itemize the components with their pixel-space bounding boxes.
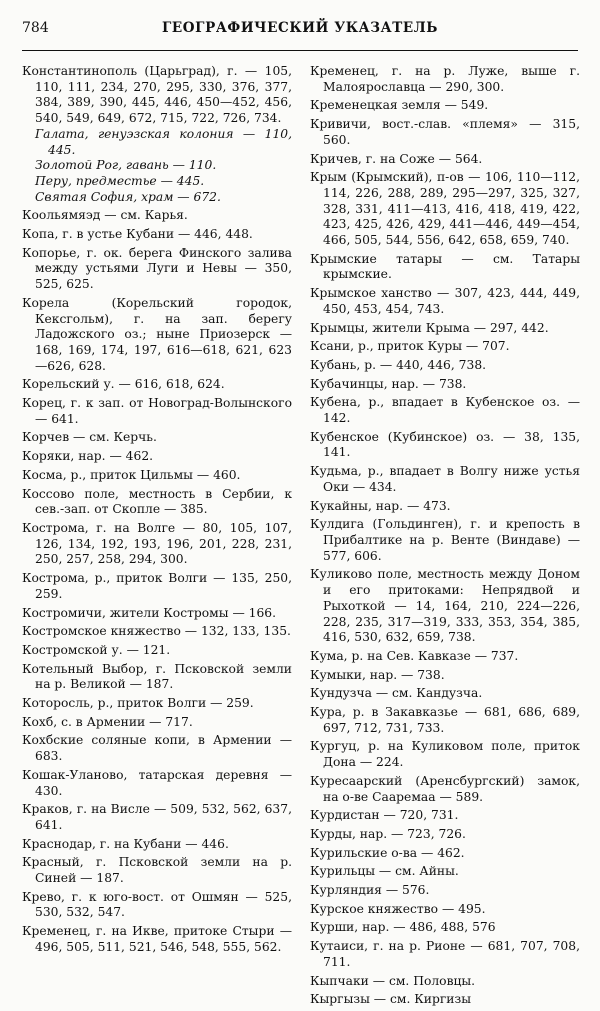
index-entry: Кричев, г. на Соже — 564. <box>310 151 483 166</box>
index-entry: Курильцы — см. Айны. <box>310 864 459 879</box>
index-entry: Кургуц, р. на Куликовом поле, приток Дона — 224. <box>310 739 580 770</box>
page-number: 784 <box>22 20 49 36</box>
index-entry: Кыргызы — см. Киргизы <box>310 992 472 1007</box>
index-entry: Кумыки, нар. — 738. <box>310 667 445 682</box>
index-entry: Копа, г. в устье Кубани — 446, 448. <box>22 227 253 242</box>
index-entry: Корельский у. — 616, 618, 624. <box>22 377 225 392</box>
index-entry: Кура, р. в Закавказье — 681, 686, 689, 697, 712, 731, 733. <box>310 705 580 735</box>
index-entry: Крымские татары — см. Татары крымские. <box>310 251 580 282</box>
index-entry: Кубань, р. — 440, 446, 738. <box>310 357 487 372</box>
index-entry: Крымцы, жители Крыма — 297, 442. <box>310 320 549 335</box>
index-entry: Кума, р. на Сев. Кавказе — 737. <box>310 648 519 663</box>
index-entry: Коряки, нар. — 462. <box>22 449 154 464</box>
index-entry: Куликово поле, местность между Доном и его притоками: Непрядвой и Рыхоткой — 14, 164, 210, 224—226, 228, 235, 317—319, 333, 353, 354, 385, 416, 530, 632, 659, 738. <box>310 567 580 645</box>
index-entry: Которосль, р., приток Волги — 259. <box>22 696 254 711</box>
index-entry: Курдистан — 720, 731. <box>310 808 459 823</box>
index-entry: Кострома, г. на Волге — 80, 105, 107, 126, 134, 192, 193, 196, 201, 228, 231, 250, 257, 258, 294, 300. <box>22 520 292 567</box>
index-entry: Кохбские соляные копи, в Армении — 683. <box>22 733 292 764</box>
page-header <box>22 10 578 50</box>
index-entry: Кременец, г. на р. Луже, выше г. Малоярославца — 290, 300. <box>310 64 580 94</box>
running-title: ГЕОГРАФИЧЕСКИЙ УКАЗАТЕЛЬ <box>161 20 439 36</box>
index-entry: Курляндия — 576. <box>310 883 430 898</box>
index-entry: Кундузча — см. Кандузча. <box>310 686 483 701</box>
index-entry: Кутаиси, г. на р. Рионе — 681, 707, 708, 711. <box>310 939 580 969</box>
index-entry: Крымское ханство — 307, 423, 444, 449, 450, 453, 454, 743. <box>310 286 580 316</box>
index-entry: Копорье, г. ок. берега Финского залива между устьями Луги и Невы — 350, 525, 625. <box>22 245 292 292</box>
index-entry: Краснодар, г. на Кубани — 446. <box>22 836 229 851</box>
index-entry: Костромской у. — 121. <box>22 642 171 657</box>
index-entry: Корчев — см. Керчь. <box>22 430 157 445</box>
index-subentry: Перу, предместье — 445. <box>35 173 205 188</box>
index-entry: Кыпчаки — см. Половцы. <box>310 973 476 988</box>
index-entry: Корец, г. к зап. от Новоград-Волынского — 641. <box>22 396 292 426</box>
index-subentry: Золотой Рог, гавань — 110. <box>35 158 217 173</box>
index-entry: Котельный Выбор, г. Псковской земли на р. Великой — 187. <box>22 661 292 692</box>
index-entry: Кубачинцы, нар. — 738. <box>310 376 467 391</box>
index-entry: Кривичи, вост.-слав. «племя» — 315, 560. <box>310 117 580 147</box>
index-entry: Константинополь (Царьград), г. — 105, 110, 111, 234, 270, 295, 330, 376, 377, 384, 389, 390, 445, 446, 450—452, 456, 540, 549, 649, 672, 715, 722, 726, 734. <box>22 64 292 126</box>
index-entry: Кременец, г. на Икве, притоке Стыри — 496, 505, 511, 521, 546, 548, 555, 562. <box>22 924 292 954</box>
index-entry: Куресаарский (Аренсбургский) замок, на о-ве Сааремаа — 589. <box>310 773 580 804</box>
index-entry: Кохб, с. в Армении — 717. <box>22 714 193 729</box>
index-entry: Корела (Корельский городок, Кексгольм), г. на зап. берегу Ладожского оз.; ныне Приозерск — 168, 169, 174, 197, 616—618, 621, 623—626, 628. <box>22 295 292 373</box>
index-entry: Крым (Крымский), п-ов — 106, 110—112, 114, 226, 288, 289, 295—297, 325, 327, 328, 331, 411—413, 416, 418, 419, 422, 423, 425, 426, 429, 441—446, 449—454, 466, 505, 544, 556, 642, 658, 659, 740. <box>310 170 580 248</box>
index-entry: Курши, нар. — 486, 488, 576 <box>310 920 496 935</box>
index-entry: Костромское княжество — 132, 133, 135. <box>22 624 291 639</box>
index-entry: Коольямяэд — см. Карья. <box>22 208 188 223</box>
index-entry: Кубенское (Кубинское) оз. — 38, 135, 141. <box>310 429 580 460</box>
index-entry: Кукайны, нар. — 473. <box>310 498 451 513</box>
right-column <box>310 64 580 1011</box>
index-entry: Косма, р., приток Цильмы — 460. <box>22 467 241 482</box>
index-entry: Краков, г. на Висле — 509, 532, 562, 637, 641. <box>22 802 292 832</box>
index-entry: Ксани, р., приток Куры — 707. <box>310 339 510 354</box>
index-entry: Кострома, р., приток Волги — 135, 250, 259. <box>22 571 292 601</box>
index-entry: Красный, г. Псковской земли на р. Синей — 187. <box>22 855 292 886</box>
index-entry: Костромичи, жители Костромы — 166. <box>22 605 277 620</box>
index-entry: Кубена, р., впадает в Кубенское оз. — 142. <box>310 395 580 426</box>
header-rule <box>22 50 578 51</box>
left-column <box>22 64 292 959</box>
index-entry: Курды, нар. — 723, 726. <box>310 826 466 841</box>
index-entry: Кудьма, р., впадает в Волгу ниже устья Оки — 434. <box>310 464 580 494</box>
index-entry: Курское княжество — 495. <box>310 901 486 916</box>
index-entry: Крево, г. к юго-вост. от Ошмян — 525, 530, 532, 547. <box>22 889 292 920</box>
index-entry: Кулдига (Гольдинген), г. и крепость в Прибалтике на р. Венте (Виндаве) — 577, 606. <box>310 517 580 563</box>
index-entry: Курильские о-ва — 462. <box>310 845 465 860</box>
index-entry: Кошак-Уланово, татарская деревня — 430. <box>22 767 292 798</box>
index-entry: Кременецкая земля — 549. <box>310 98 489 113</box>
index-entry: Коссово поле, местность в Сербии, к сев.-зап. от Скопле — 385. <box>22 486 292 517</box>
index-subentry: Святая София, храм — 672. <box>35 189 221 204</box>
index-subentry: Галата, генуэзская колония — 110, 445. <box>35 126 292 157</box>
